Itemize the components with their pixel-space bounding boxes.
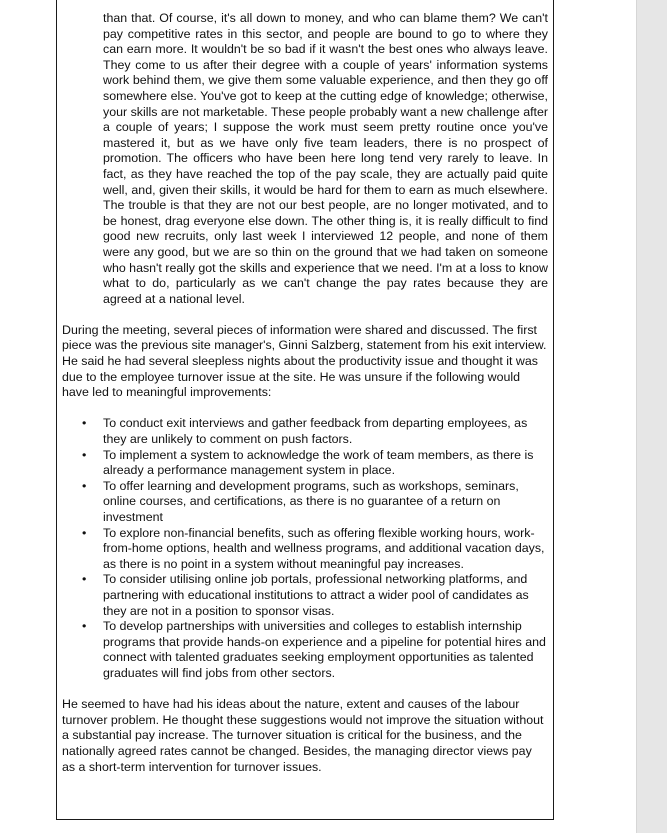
- bullet-glyph: •: [82, 572, 87, 587]
- list-item-text: To implement a system to acknowledge the work of team members, as there is already a performance management system in place.: [103, 447, 534, 478]
- list-item: [62, 416, 548, 447]
- list-item: [62, 572, 548, 619]
- viewer-scrollbar-gutter[interactable]: [636, 0, 667, 833]
- meeting-paragraph: During the meeting, several pieces of information were shared and discussed. The first piece was the previous site manager's, Ginni Salzberg, statement from his exit interview. He said he had several sleepless nights about the productivity issue and thought it was due to the employee turnover issue at the site. He was unsure if the following would have led to meaningful improvements:: [62, 322, 547, 400]
- bullet-glyph: •: [82, 478, 87, 493]
- list-item-text: To conduct exit interviews and gather feedback from departing employees, as they are unlikely to comment on push factors.: [103, 416, 528, 447]
- list-item-text: To explore non-financial benefits, such as offering flexible working hours, work-from-home options, health and wellness programs, and additional vacation days, as there is no point in a system without meaningful pay increases.: [103, 525, 545, 571]
- bullet-glyph: •: [82, 416, 87, 431]
- document-page: [56, 0, 554, 820]
- page-text: [62, 11, 548, 791]
- suggestions-list: [62, 416, 548, 681]
- list-item: [62, 448, 548, 479]
- closing-paragraph: He seemed to have had his ideas about the nature, extent and causes of the labour turnover problem. He thought these suggestions would not improve the situation without a substantial pay increase. The turnover situation is critical for the business, and the nationally agreed rates cannot be changed. Besides, the managing director views pay as a short-term intervention for turnover issues.: [62, 697, 544, 774]
- list-item: [62, 479, 548, 526]
- list-item-text: To offer learning and development programs, such as workshops, seminars, online courses, and certifications, as there is no guarantee of a return on investment: [103, 478, 519, 524]
- bullet-glyph: •: [82, 619, 87, 634]
- bullet-glyph: •: [82, 447, 87, 462]
- list-item-text: To develop partnerships with universities and colleges to establish internship programs that provide hands-on experience and a pipeline for potential hires and connect with talented graduates seeking employment opportunities as talented graduates will find jobs from other sectors.: [103, 619, 546, 680]
- list-item: [62, 526, 548, 573]
- list-item: [62, 619, 548, 681]
- bullet-glyph: •: [82, 525, 87, 540]
- quote-continuation: than that. Of course, it's all down to money, and who can blame them? We can't pay competitive rates in this sector, and people are bound to go to where they can earn more. It wouldn't be so bad if it wasn't the best ones who always leave. They come to us after their degree with a couple of years' information systems work behind them, we give them some valuable experience, and then they go off somewhere else. You've got to keep at the cutting edge of knowledge; otherwise, your skills are not marketable. These people probably want a new challenge after a couple of years; I suppose the work must seem pretty routine once you've mastered it, but as we have only five team leaders, there is no prospect of promotion. The officers who have been here long tend very rarely to leave. In fact, as they have reached the top of the pay scale, they are actually paid quite well, and, given their skills, it would be hard for them to earn as much elsewhere. The trouble is that they are not our best people, are no longer motivated, and to be honest, drag everyone else down. The other thing is, it is really difficult to find good new recruits, only last week I interviewed 12 people, and none of them were any good, but we are so thin on the ground that we had taken on someone who hasn't really got the skills and experience that we need. I'm at a loss to know what to do, particularly as we can't change the pay rates because they are agreed at a national level.: [103, 11, 548, 306]
- list-item-text: To consider utilising online job portals, professional networking platforms, and partnering with educational institutions to attract a wider pool of candidates as they are not in a position to sponsor visas.: [103, 572, 529, 618]
